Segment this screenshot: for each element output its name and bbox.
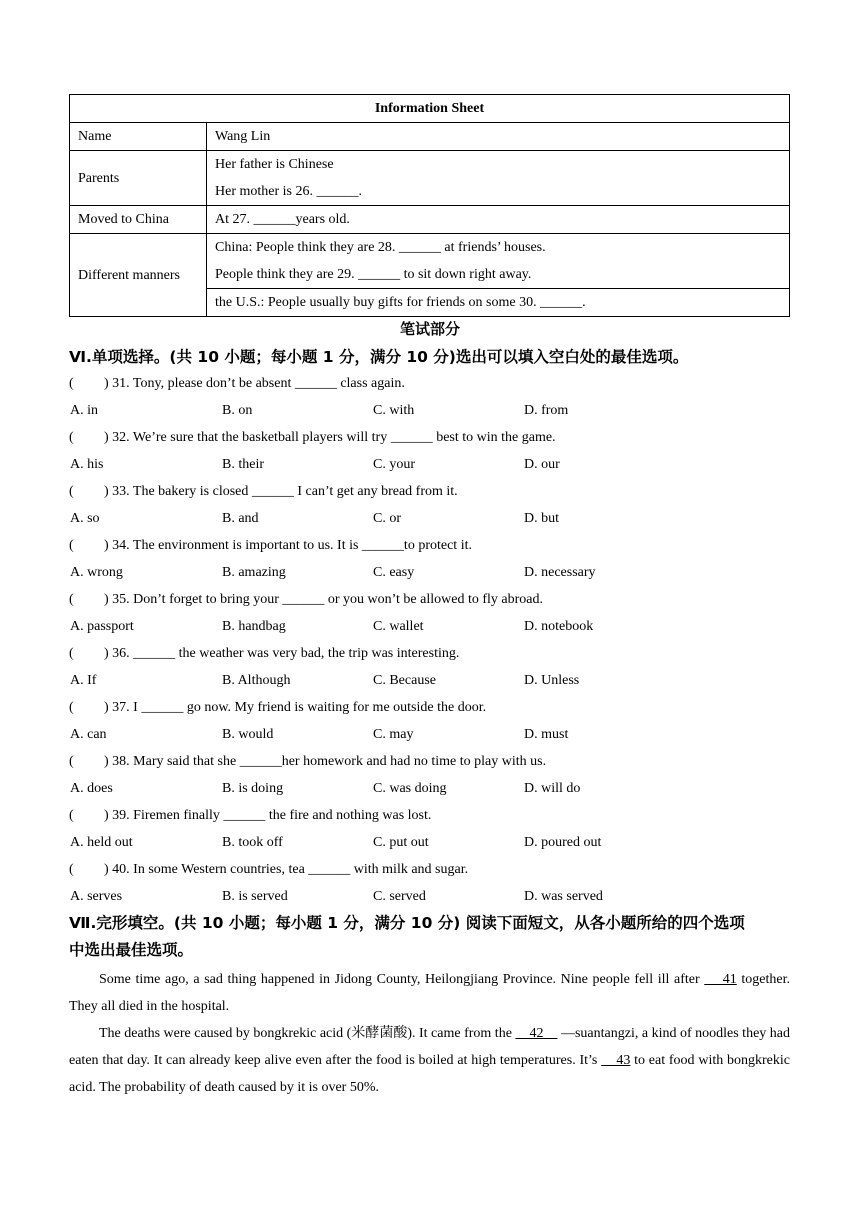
passage-p2-text-b: —suantangzi, a kind of noodles they had eaten that day. It can already keep alive even after the food is boiled at high temperatures. It’s <box>69 1026 791 1068</box>
question-stem <box>69 861 468 879</box>
answer-option: D. but <box>524 511 559 526</box>
answer-bracket[interactable]: ( <box>69 484 74 499</box>
answer-option: D. notebook <box>524 619 594 634</box>
answer-option: C. easy <box>373 565 415 580</box>
answer-option: B. handbag <box>222 619 286 634</box>
question-text: ) 37. I ______ go now. My friend is waiting for me outside the door. <box>104 700 487 715</box>
manners-line-2: People think they are 29. ______ to sit down right away. <box>215 267 532 282</box>
parents-value <box>207 151 790 206</box>
question-stem <box>69 375 405 393</box>
answer-option: B. on <box>222 403 253 418</box>
parents-line-1: Her father is Chinese <box>215 157 334 172</box>
answer-option: A. so <box>70 511 100 526</box>
answer-option: B. amazing <box>222 565 286 580</box>
information-sheet-table <box>69 94 790 317</box>
table-title: Information Sheet <box>70 95 790 123</box>
question-text: ) 39. Firemen finally ______ the fire and nothing was lost. <box>104 808 432 823</box>
passage-p2-text-a: The deaths were caused by bongkrekic acid (米酵菌酸). It came from the <box>99 1026 516 1041</box>
question-text: ) 35. Don’t forget to bring your ______ or you won’t be allowed to fly abroad. <box>104 592 543 607</box>
question-text: ) 38. Mary said that she ______her homework and had no time to play with us. <box>104 754 547 769</box>
name-label: Name <box>70 123 207 151</box>
answer-option: A. can <box>70 727 107 742</box>
answer-option: B. and <box>222 511 259 526</box>
answer-option: C. put out <box>373 835 429 850</box>
manners-label: Different manners <box>70 234 207 317</box>
section-7-heading-line-2: 中选出最佳选项。 <box>69 941 194 959</box>
answer-bracket[interactable]: ( <box>69 862 74 877</box>
passage-p1-tail: together. They all died in the hospital. <box>69 972 790 1014</box>
answer-option: D. poured out <box>524 835 602 850</box>
moved-label: Moved to China <box>70 206 207 234</box>
answer-option: B. their <box>222 457 264 472</box>
answer-option: B. is doing <box>222 781 284 796</box>
answer-option: B. is served <box>222 889 288 904</box>
answer-option: A. does <box>70 781 113 796</box>
answer-option: C. wallet <box>373 619 424 634</box>
question-stem <box>69 483 458 501</box>
section-6-heading: Ⅵ.单项选择。(共 10 小题；每小题 1 分，满分 10 分)选出可以填入空白处的最佳选项。 <box>69 348 689 366</box>
manners-china <box>207 234 790 289</box>
answer-option: A. If <box>70 673 97 688</box>
name-value: Wang Lin <box>207 123 790 151</box>
parents-label: Parents <box>70 151 207 206</box>
answer-bracket[interactable]: ( <box>69 592 74 607</box>
question-stem <box>69 699 486 717</box>
section-7-heading-line-1: Ⅶ.完形填空。(共 10 小题；每小题 1 分，满分 10 分) 阅读下面短文，从各小题所给的四个选项 <box>69 914 745 932</box>
answer-option: D. was served <box>524 889 603 904</box>
answer-option: D. necessary <box>524 565 596 580</box>
question-stem <box>69 753 546 771</box>
written-part-title: 笔试部分 <box>399 320 460 338</box>
answer-option: A. serves <box>70 889 123 904</box>
question-text: ) 31. Tony, please don’t be absent ______ class again. <box>104 376 405 391</box>
answer-bracket[interactable]: ( <box>69 646 74 661</box>
answer-bracket[interactable]: ( <box>69 538 74 553</box>
manners-line-1: China: People think they are 28. ______ at friends’ houses. <box>215 240 546 255</box>
answer-option: B. would <box>222 727 274 742</box>
manners-line-3: the U.S.: People usually buy gifts for friends on some 30. ______. <box>207 289 790 317</box>
answer-option: C. your <box>373 457 415 472</box>
parents-line-2: Her mother is 26. ______. <box>215 184 362 199</box>
answer-option: D. must <box>524 727 569 742</box>
question-text: ) 36. ______ the weather was very bad, the trip was interesting. <box>104 646 460 661</box>
blank-42: 42 <box>515 1026 558 1041</box>
answer-option: C. was doing <box>373 781 447 796</box>
answer-option: C. may <box>373 727 414 742</box>
answer-option: C. Because <box>373 673 436 688</box>
question-text: ) 34. The environment is important to us. It is ______to protect it. <box>104 538 472 553</box>
answer-option: D. Unless <box>524 673 580 688</box>
answer-option: C. served <box>373 889 426 904</box>
question-text: ) 32. We’re sure that the basketball players will try ______ best to win the game. <box>104 430 556 445</box>
question-stem <box>69 429 556 447</box>
passage-paragraph-1 <box>69 966 790 1020</box>
moved-value: At 27. ______years old. <box>207 206 790 234</box>
answer-option: D. will do <box>524 781 581 796</box>
question-stem <box>69 537 472 555</box>
answer-option: A. his <box>70 457 104 472</box>
question-text: ) 33. The bakery is closed ______ I can’t get any bread from it. <box>104 484 458 499</box>
answer-option: C. with <box>373 403 415 418</box>
passage-p2-text-c: to eat food with bongkrekic acid. The probability of death caused by it is over 50%. <box>69 1053 791 1095</box>
question-text: ) 40. In some Western countries, tea ______ with milk and sugar. <box>104 862 469 877</box>
passage-paragraph-2 <box>69 1020 790 1101</box>
passage-p1-text: Some time ago, a sad thing happened in Jidong County, Heilongjiang Province. Nine people fell ill after <box>99 972 705 987</box>
answer-option: A. passport <box>70 619 134 634</box>
answer-bracket[interactable]: ( <box>69 700 74 715</box>
answer-option: D. from <box>524 403 569 418</box>
question-stem <box>69 591 543 609</box>
answer-option: A. wrong <box>70 565 123 580</box>
blank-41: 41 <box>704 972 737 987</box>
answer-option: B. Although <box>222 673 291 688</box>
answer-bracket[interactable]: ( <box>69 430 74 445</box>
blank-43: 43 <box>601 1053 631 1068</box>
question-stem <box>69 645 459 663</box>
answer-bracket[interactable]: ( <box>69 376 74 391</box>
answer-option: A. in <box>70 403 98 418</box>
answer-option: D. our <box>524 457 560 472</box>
answer-bracket[interactable]: ( <box>69 808 74 823</box>
answer-option: A. held out <box>70 835 133 850</box>
answer-bracket[interactable]: ( <box>69 754 74 769</box>
question-stem <box>69 807 431 825</box>
answer-option: B. took off <box>222 835 283 850</box>
answer-option: C. or <box>373 511 401 526</box>
